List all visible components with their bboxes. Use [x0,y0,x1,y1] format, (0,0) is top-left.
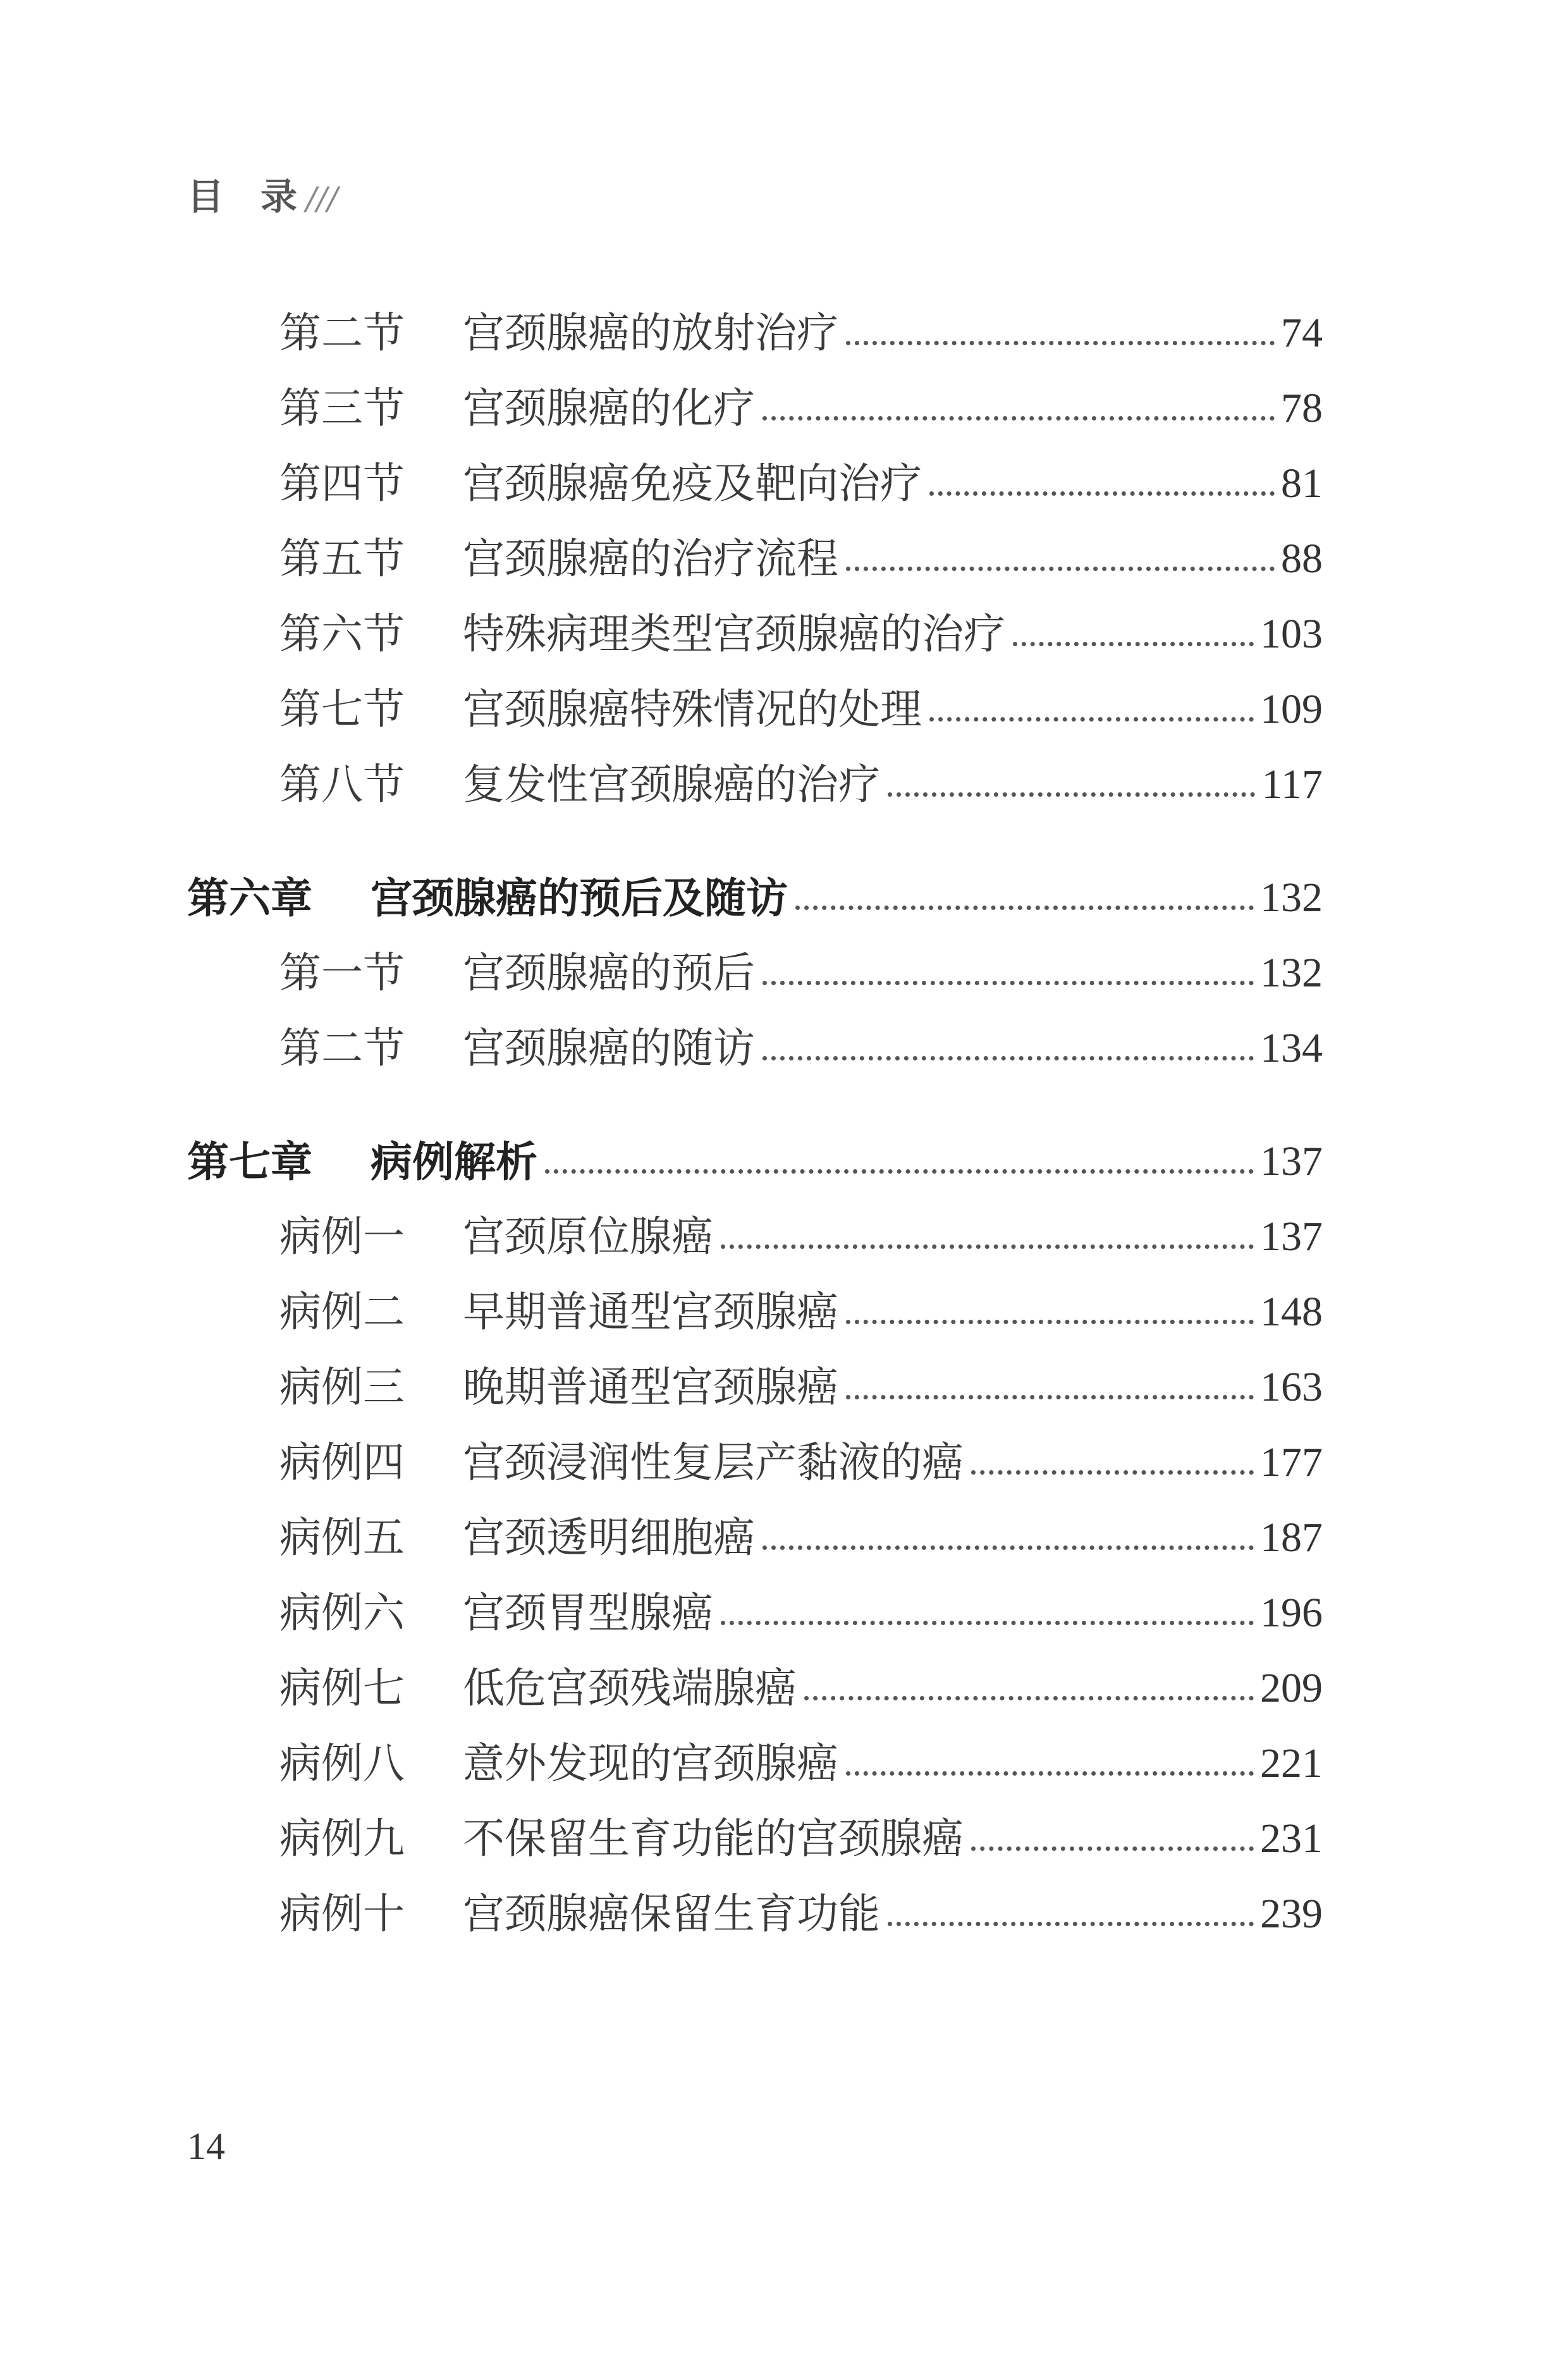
dot-leader [888,1922,1254,1926]
toc-section-entry[interactable] [279,1201,1323,1261]
dot-leader [545,1169,1254,1174]
toc-entry-label: 病例二 [279,1287,405,1336]
toc-entry-title: 宫颈透明细胞癌 [463,1513,755,1562]
toc-entry-label: 第二节 [279,1024,405,1072]
dot-leader [971,1846,1254,1851]
header-title-char-1: 目 [187,175,224,218]
toc-chapter-entry[interactable] [187,862,1323,923]
toc-entry-title: 宫颈腺癌特殊情况的处理 [463,685,922,734]
toc-entry-page: 88 [1281,536,1323,582]
toc-entry-title: 宫颈胃型腺癌 [463,1588,713,1637]
toc-entry-label: 病例七 [279,1664,405,1712]
toc-entry-label: 第八节 [279,760,405,809]
toc-entry-title: 宫颈浸润性复层产黏液的癌 [463,1438,964,1487]
toc-section-entry[interactable] [279,1803,1323,1863]
toc-entry-label: 病例四 [279,1438,405,1487]
toc-entry-title: 宫颈原位腺癌 [463,1212,713,1261]
toc-entry-page: 132 [1260,950,1323,996]
toc-entry-label: 第五节 [279,534,405,583]
dot-leader [846,1395,1254,1399]
toc-entry-title: 特殊病理类型宫颈腺癌的治疗 [463,610,1005,658]
toc-entry-label: 第六节 [279,610,405,658]
toc-entry-page: 109 [1260,686,1323,732]
toc-entry-label: 病例九 [279,1814,405,1863]
toc-chapter-entry[interactable] [187,1126,1323,1186]
dot-leader [846,1320,1254,1324]
toc-section-entry[interactable] [279,673,1323,734]
dot-leader [1013,642,1254,646]
toc-entry-title: 意外发现的宫颈腺癌 [463,1739,838,1788]
toc-entry-page: 239 [1260,1891,1323,1937]
toc-entry-title: 宫颈腺癌的预后及随访 [371,873,788,923]
toc-entry-page: 81 [1281,460,1323,507]
toc-entry-label: 病例八 [279,1739,405,1788]
toc-section-entry[interactable] [279,937,1323,997]
toc-entry-label: 病例六 [279,1588,405,1637]
toc-entry-title: 宫颈腺癌的预后 [463,949,755,997]
dot-leader [846,341,1275,345]
dot-leader [846,1771,1254,1776]
dot-leader [721,1621,1254,1625]
toc-entry-title: 低危宫颈残端腺癌 [463,1664,797,1712]
toc-entry-title: 宫颈腺癌免疫及靶向治疗 [463,459,922,508]
toc-entry-page: 209 [1260,1665,1323,1711]
toc-entry-label: 病例五 [279,1513,405,1562]
toc-section-entry[interactable] [279,1276,1323,1336]
toc-entry-label: 病例三 [279,1363,405,1411]
toc-entry-label: 第四节 [279,459,405,508]
toc-entry-title: 宫颈腺癌的治疗流程 [463,534,838,583]
toc-entry-page: 221 [1260,1740,1323,1786]
toc-section-entry[interactable] [279,1728,1323,1788]
toc-section-entry[interactable] [279,1878,1323,1938]
dot-leader [888,792,1255,797]
header-title-char-2: 录 [260,175,298,218]
toc-section-entry[interactable] [279,1427,1323,1487]
toc-entry-label: 第三节 [279,384,405,433]
page-number: 14 [187,2125,225,2167]
toc-entry-title: 不保留生育功能的宫颈腺癌 [463,1814,964,1863]
toc-entry-page: 103 [1260,611,1323,657]
toc-entry-page: 148 [1260,1289,1323,1335]
toc-entry-page: 74 [1281,310,1323,356]
toc-entry-label: 第二节 [279,309,405,357]
toc-entry-page: 196 [1260,1590,1323,1636]
toc-entry-page: 163 [1260,1364,1323,1410]
dot-leader [795,906,1254,910]
toc-entry-title: 晚期普通型宫颈腺癌 [463,1363,838,1411]
toc-entry-page: 78 [1281,385,1323,431]
toc-section-entry[interactable] [279,1652,1323,1712]
dot-leader [763,1545,1254,1550]
toc-entry-page: 137 [1260,1138,1323,1184]
toc-entry-label: 第一节 [279,949,405,997]
toc-entry-title: 复发性宫颈腺癌的治疗 [463,760,880,809]
toc-entry-page: 137 [1260,1213,1323,1260]
toc-section-entry[interactable] [279,1502,1323,1562]
dot-leader [721,1244,1254,1249]
toc-section-entry[interactable] [279,749,1323,809]
dot-leader [971,1470,1254,1475]
toc-entry-title: 早期普通型宫颈腺癌 [463,1287,838,1336]
dot-leader [804,1696,1254,1700]
toc-entry-page: 134 [1260,1025,1323,1071]
toc-entry-label: 第七章 [187,1137,312,1186]
toc-section-entry[interactable] [279,372,1323,433]
toc-section-entry[interactable] [279,1577,1323,1637]
toc-entry-label: 病例十 [279,1889,405,1938]
dot-leader [763,416,1275,421]
toc-entry-label: 病例一 [279,1212,405,1261]
toc-entry-label: 第七节 [279,685,405,734]
dot-leader [846,567,1275,571]
toc-entry-page: 177 [1260,1439,1323,1485]
toc-entry-title: 宫颈腺癌的放射治疗 [463,309,838,357]
header-decoration: /// [306,180,338,217]
dot-leader [763,981,1254,985]
toc-entry-page: 132 [1260,875,1323,921]
toc-entry-page: 117 [1261,761,1323,808]
toc-section-entry[interactable] [279,1351,1323,1411]
toc-section-entry[interactable] [279,598,1323,658]
dot-leader [763,1056,1254,1060]
toc-section-entry[interactable] [279,448,1323,508]
toc-entry-page: 187 [1260,1514,1323,1561]
toc-entry-title: 宫颈腺癌保留生育功能 [463,1889,880,1938]
dot-leader [929,491,1275,496]
toc-entry-label: 第六章 [187,873,312,923]
toc-section-entry[interactable] [279,523,1323,583]
toc-section-entry[interactable] [279,1012,1323,1072]
toc-entry-title: 病例解析 [371,1137,537,1186]
toc-section-entry[interactable] [279,297,1323,357]
toc-entry-title: 宫颈腺癌的随访 [463,1024,755,1072]
toc-entry-page: 231 [1260,1815,1323,1862]
toc-entry-title: 宫颈腺癌的化疗 [463,384,755,433]
dot-leader [929,717,1254,722]
